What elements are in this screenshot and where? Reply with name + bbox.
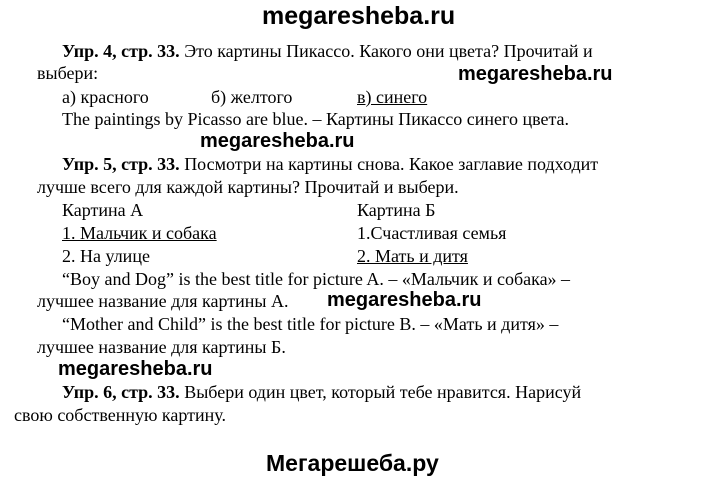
ex5-col-a-item-1: 1. Мальчик и собака — [62, 223, 217, 243]
ex6-heading-line1 — [62, 381, 581, 403]
ex5-col-b-item-2: 2. Мать и дитя — [357, 246, 468, 266]
ex5-answer2-line2: лучшее название для картины Б. — [37, 337, 286, 357]
watermark-ex4: megaresheba.ru — [458, 63, 613, 85]
ex6-label: Упр. 6, стр. 33. — [62, 382, 180, 402]
ex5-col-b-item-1: 1.Счастливая семья — [357, 223, 507, 243]
ex5-answer2-line1: “Mother and Child” is the best title for picture B. – «Мать и дитя» – — [62, 314, 559, 334]
ex4-option-b: б) желтого — [211, 87, 293, 107]
ex4-answer: The paintings by Picasso are blue. – Картины Пикассо синего цвета. — [62, 109, 570, 129]
watermark-ex5-end: megaresheba.ru — [58, 358, 213, 380]
ex5-answer1-line1: “Boy and Dog” is the best title for picture A. – «Мальчик и собака» – — [62, 269, 571, 289]
ex5-question: Посмотри на картины снова. Какое заглавие подходит — [179, 154, 599, 174]
ex4-option-c: в) синего — [357, 87, 428, 107]
ex6-heading-line2: свою собственную картину. — [14, 405, 226, 425]
ex5-heading-line2: лучше всего для каждой картины? Прочитай и выбери. — [37, 177, 459, 197]
ex4-heading-line2: выбери: — [37, 63, 99, 83]
ex5-col-a-item-2: 2. На улице — [62, 246, 150, 266]
ex4-option-a: а) красного — [62, 87, 149, 107]
ex5-col-a-title: Картина А — [62, 200, 144, 220]
ex5-heading-line1 — [62, 153, 598, 175]
ex5-col-b-title: Картина Б — [357, 200, 436, 220]
watermark-ex5-mid: megaresheba.ru — [327, 289, 482, 311]
ex4-heading-line1 — [62, 40, 593, 62]
watermark-ex4-mid: megaresheba.ru — [200, 130, 355, 152]
ex4-question: Это картины Пикассо. Какого они цвета? Прочитай и — [179, 41, 593, 61]
watermark-bottom: Мегарешеба.ру — [266, 450, 439, 476]
ex4-label: Упр. 4, стр. 33. — [62, 41, 180, 61]
ex5-answer1-line2: лучшее название для картины А. — [37, 291, 289, 311]
watermark-top: megaresheba.ru — [262, 2, 456, 30]
ex6-task: Выбери один цвет, который тебе нравится. Нарисуй — [179, 382, 582, 402]
ex5-label: Упр. 5, стр. 33. — [62, 154, 180, 174]
